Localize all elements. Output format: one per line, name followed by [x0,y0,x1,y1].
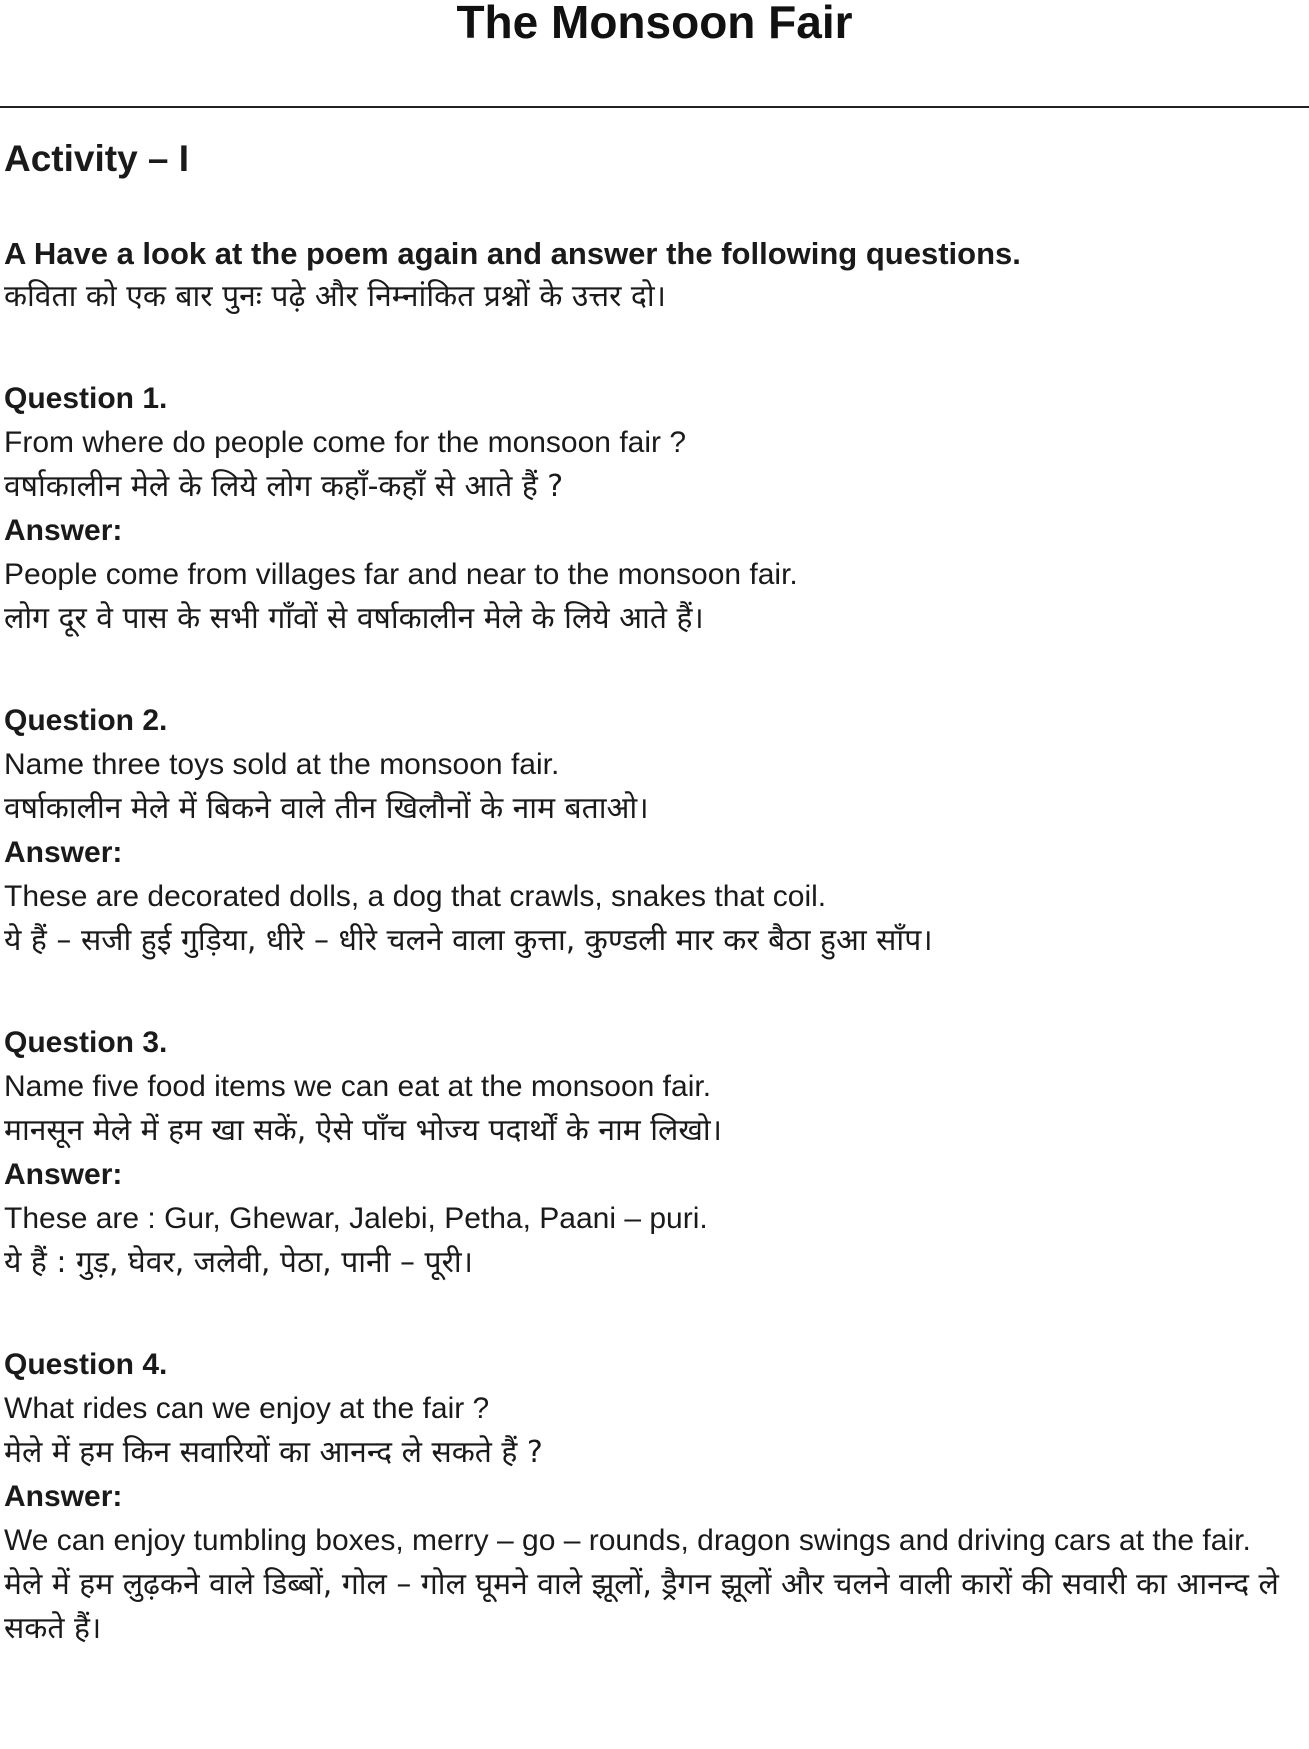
instruction-block [4,233,1294,319]
answer-english: People come from villages far and near to the monsoon fair. [4,558,798,591]
instruction-english: A Have a look at the poem again and answer the following questions. [4,236,1021,271]
page-title: The Monsoon Fair [456,0,853,48]
question-label: Question 3. [4,1026,168,1059]
answer-label: Answer: [4,1480,123,1513]
answer-label: Answer: [4,1158,123,1191]
question-block-1 [4,377,1294,641]
question-english: Name five food items we can eat at the monsoon fair. [4,1070,712,1103]
answer-hindi: लोग दूर वे पास के सभी गाँवों से वर्षाकालीन मेले के लिये आते हैं। [4,601,704,636]
question-english: What rides can we enjoy at the fair ? [4,1392,490,1425]
document-body [4,135,1294,1651]
activity-heading: Activity – I [4,138,190,179]
question-block-2 [4,699,1294,963]
question-block-3 [4,1021,1294,1285]
answer-hindi: मेले में हम लुढ़कने वाले डिब्बों, गोल – गोल घूमने वाले झूलों, ड्रैगन झूलों और चलने वाली कारों की सवारी का आनन्द ले सकते हैं। [4,1567,1279,1646]
question-hindi: वर्षाकालीन मेले के लिये लोग कहाँ-कहाँ से आते हैं ? [4,469,564,504]
question-english: From where do people come for the monsoon fair ? [4,426,687,459]
answer-hindi: ये हैं : गुड़, घेवर, जलेवी, पेठा, पानी – पूरी। [4,1245,473,1280]
question-hindi: वर्षाकालीन मेले में बिकने वाले तीन खिलौनों के नाम बताओ। [4,791,649,826]
question-label: Question 4. [4,1348,168,1381]
title-divider [0,106,1309,108]
answer-label: Answer: [4,514,123,547]
question-block-4 [4,1343,1294,1651]
answer-english: We can enjoy tumbling boxes, merry – go – rounds, dragon swings and driving cars at the fair. [4,1524,1251,1557]
instruction-hindi: कविता को एक बार पुनः पढ़े और निम्नांकित प्रश्नों के उत्तर दो। [4,279,666,314]
question-hindi: मानसून मेले में हम खा सकें, ऐसे पाँच भोज्य पदार्थों के नाम लिखो। [4,1113,722,1148]
answer-english: These are : Gur, Ghewar, Jalebi, Petha, Paani – puri. [4,1202,708,1235]
answer-label: Answer: [4,836,123,869]
question-english: Name three toys sold at the monsoon fair. [4,748,560,781]
answer-hindi: ये हैं – सजी हुई गुड़िया, धीरे – धीरे चलने वाला कुत्ता, कुण्डली मार कर बैठा हुआ साँप। [4,923,933,958]
question-label: Question 2. [4,704,168,737]
question-label: Question 1. [4,382,168,415]
question-hindi: मेले में हम किन सवारियों का आनन्द ले सकते हैं ? [4,1435,543,1470]
answer-english: These are decorated dolls, a dog that crawls, snakes that coil. [4,880,827,913]
